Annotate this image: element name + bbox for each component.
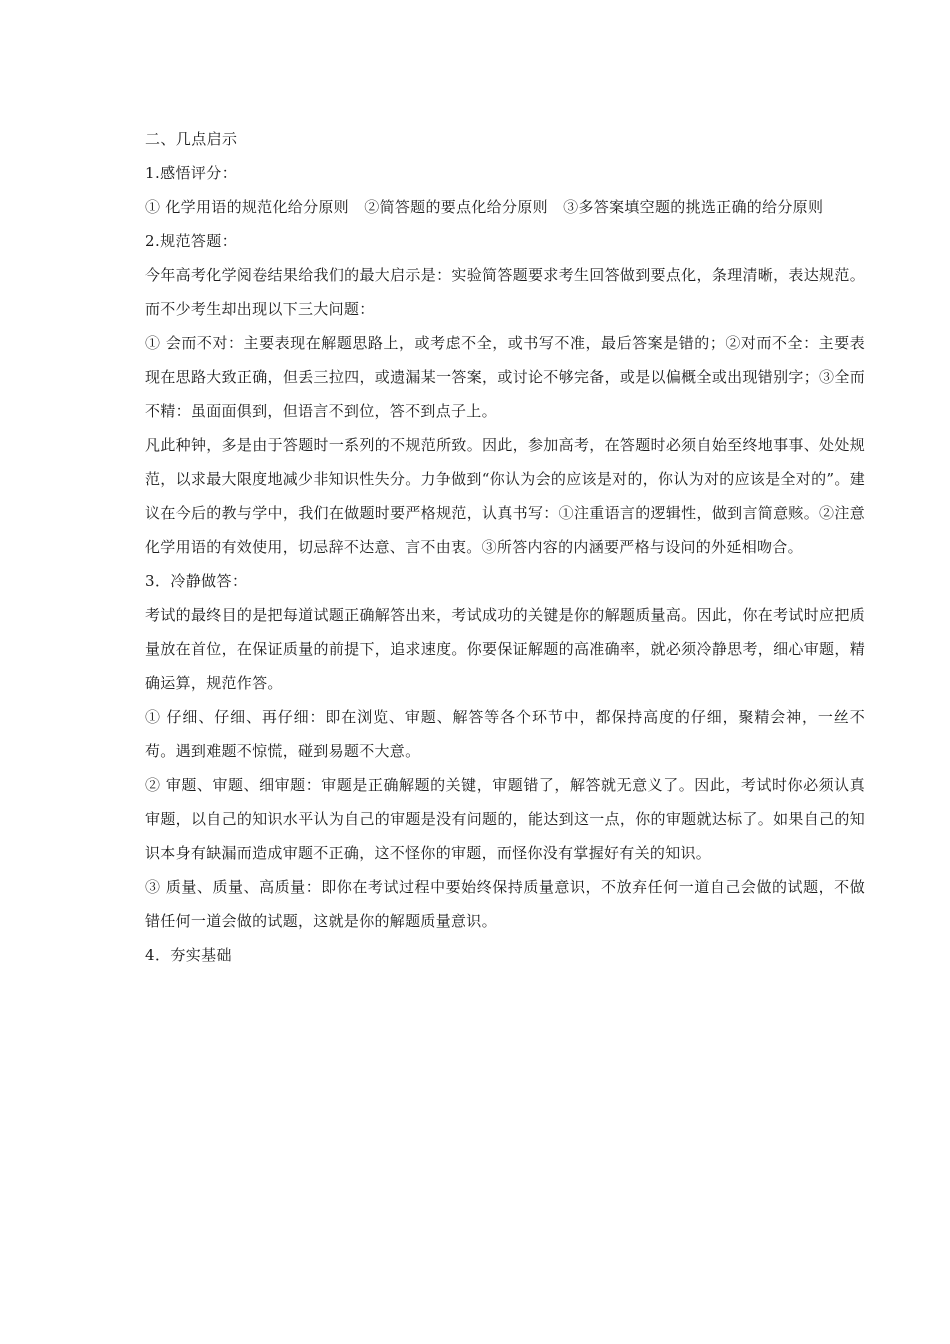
subsection-3-intro: 考试的最终目的是把每道试题正确解答出来，考试成功的关键是你的解题质量高。因此，你在考试时应把质量放在首位，在保证质量的前提下，追求速度。你要保证解题的高准确率，就必须冷静思考，细心审题，精确运算，规范作答。: [145, 606, 865, 692]
subsection-2-title: 2.规范答题：: [145, 232, 238, 250]
subsection-3-item-1: ① 仔细、仔细、再仔细：即在浏览、审题、解答等各个环节中，都保持高度的仔细，聚精会神，一丝不苟。遇到难题不惊慌，碰到易题不大意。: [145, 708, 865, 760]
section-title: 二、几点启示: [145, 130, 238, 148]
subsection-3-title: 3．冷静做答：: [145, 572, 248, 590]
subsection-1-title: 1.感悟评分：: [145, 164, 238, 182]
subsection-3-item-2: ② 审题、审题、细审题：审题是正确解题的关键，审题错了，解答就无意义了。因此，考试时你必须认真审题，以自己的知识水平认为自己的审题是没有问题的，能达到这一点，你的审题就达标了。如果自己的知识本身有缺漏而造成审题不正确，这不怪你的审题，而怪你没有掌握好有关的知识。: [145, 776, 865, 862]
document-body: [145, 122, 865, 972]
subsection-1-body: ① 化学用语的规范化给分原则 ②简答题的要点化给分原则 ③多答案填空题的挑选正确的给分原则: [145, 198, 824, 216]
subsection-2-problems: ① 会而不对：主要表现在解题思路上，或考虑不全，或书写不准，最后答案是错的；②对而不全：主要表现在思路大致正确，但丢三拉四，或遗漏某一答案，或讨论不够完备，或是以偏概全或出现错别字；③全而不精：虽面面俱到，但语言不到位，答不到点子上。: [145, 334, 865, 420]
subsection-2-advice: 凡此种钟，多是由于答题时一系列的不规范所致。因此，参加高考，在答题时必须自始至终地事事、处处规范，以求最大限度地减少非知识性失分。力争做到“你认为会的应该是对的，你认为对的应该是全对的”。建议在今后的教与学中，我们在做题时要严格规范，认真书写：①注重语言的逻辑性，做到言简意赅。②注意化学用语的有效使用，切忌辞不达意、言不由衷。③所答内容的内涵要严格与设问的外延相吻合。: [145, 436, 865, 556]
subsection-4-title: 4．夯实基础: [145, 946, 232, 964]
subsection-2-intro: 今年高考化学阅卷结果给我们的最大启示是：实验简答题要求考生回答做到要点化，条理清晰，表达规范。而不少考生却出现以下三大问题：: [145, 266, 865, 318]
subsection-3-item-3: ③ 质量、质量、高质量：即你在考试过程中要始终保持质量意识，不放弃任何一道自己会做的试题，不做错任何一道会做的试题，这就是你的解题质量意识。: [145, 878, 865, 930]
